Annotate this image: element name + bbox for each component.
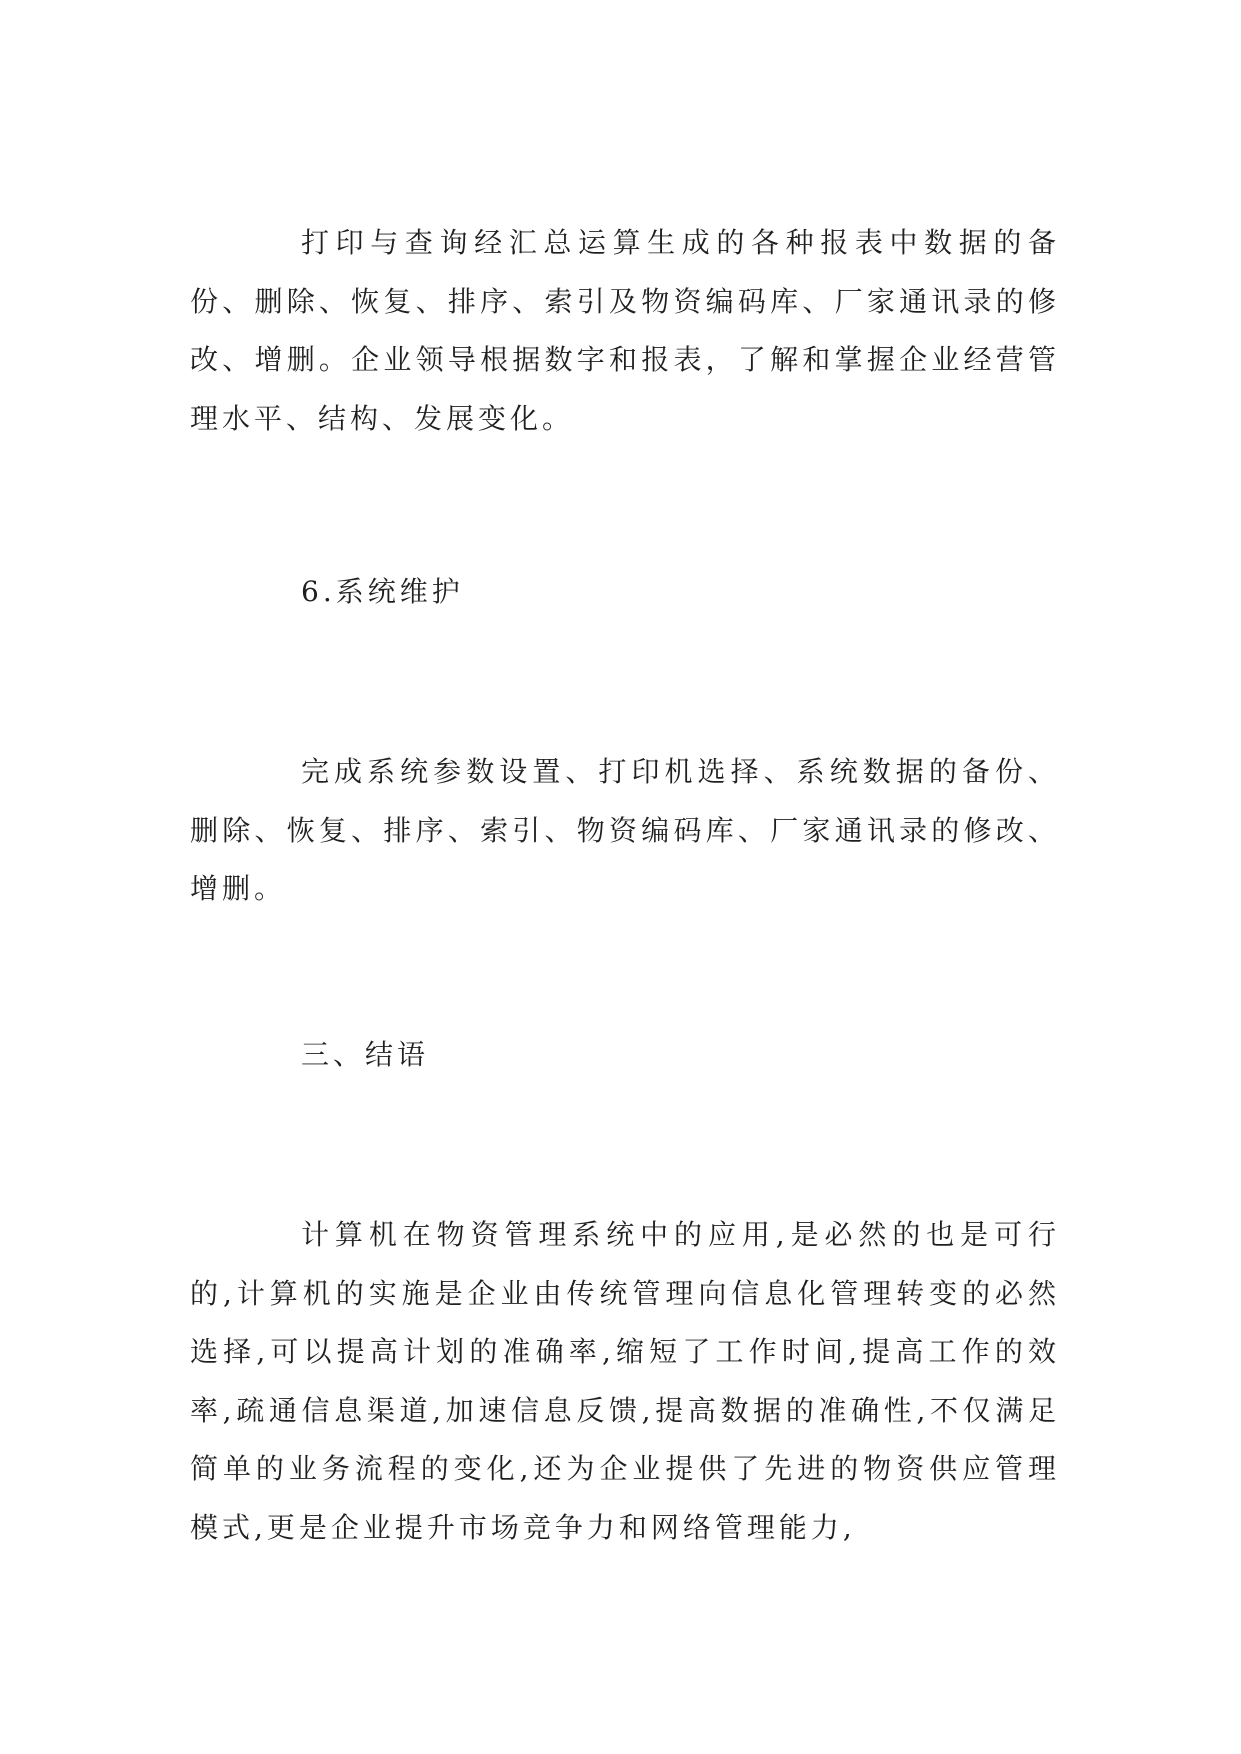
section-heading: 6.系统维护	[301, 575, 464, 608]
body-paragraph: 计算机在物资管理系统中的应用,是必然的也是可行的,计算机的实施是企业由传统管理向信息化管理转变的必然选择,可以提高计划的准确率,缩短了工作时间,提高工作的效率,疏通信息渠道,加速信息反馈,提高数据的准确性,不仅满足简单的业务流程的变化,还为企业提供了先进的物资供应管理模式,更是企业提升市场竞争力和网络管理能力,	[190, 1218, 1060, 1544]
body-paragraph: 打印与查询经汇总运算生成的各种报表中数据的备份、删除、恢复、排序、索引及物资编码库、厂家通讯录的修改、增删。企业领导根据数字和报表，了解和掌握企业经营管理水平、结构、发展变化。	[190, 226, 1060, 435]
body-paragraph: 完成系统参数设置、打印机选择、系统数据的备份、删除、恢复、排序、索引、物资编码库、厂家通讯录的修改、增删。	[190, 755, 1060, 905]
section-heading: 三、结语	[301, 1038, 430, 1071]
